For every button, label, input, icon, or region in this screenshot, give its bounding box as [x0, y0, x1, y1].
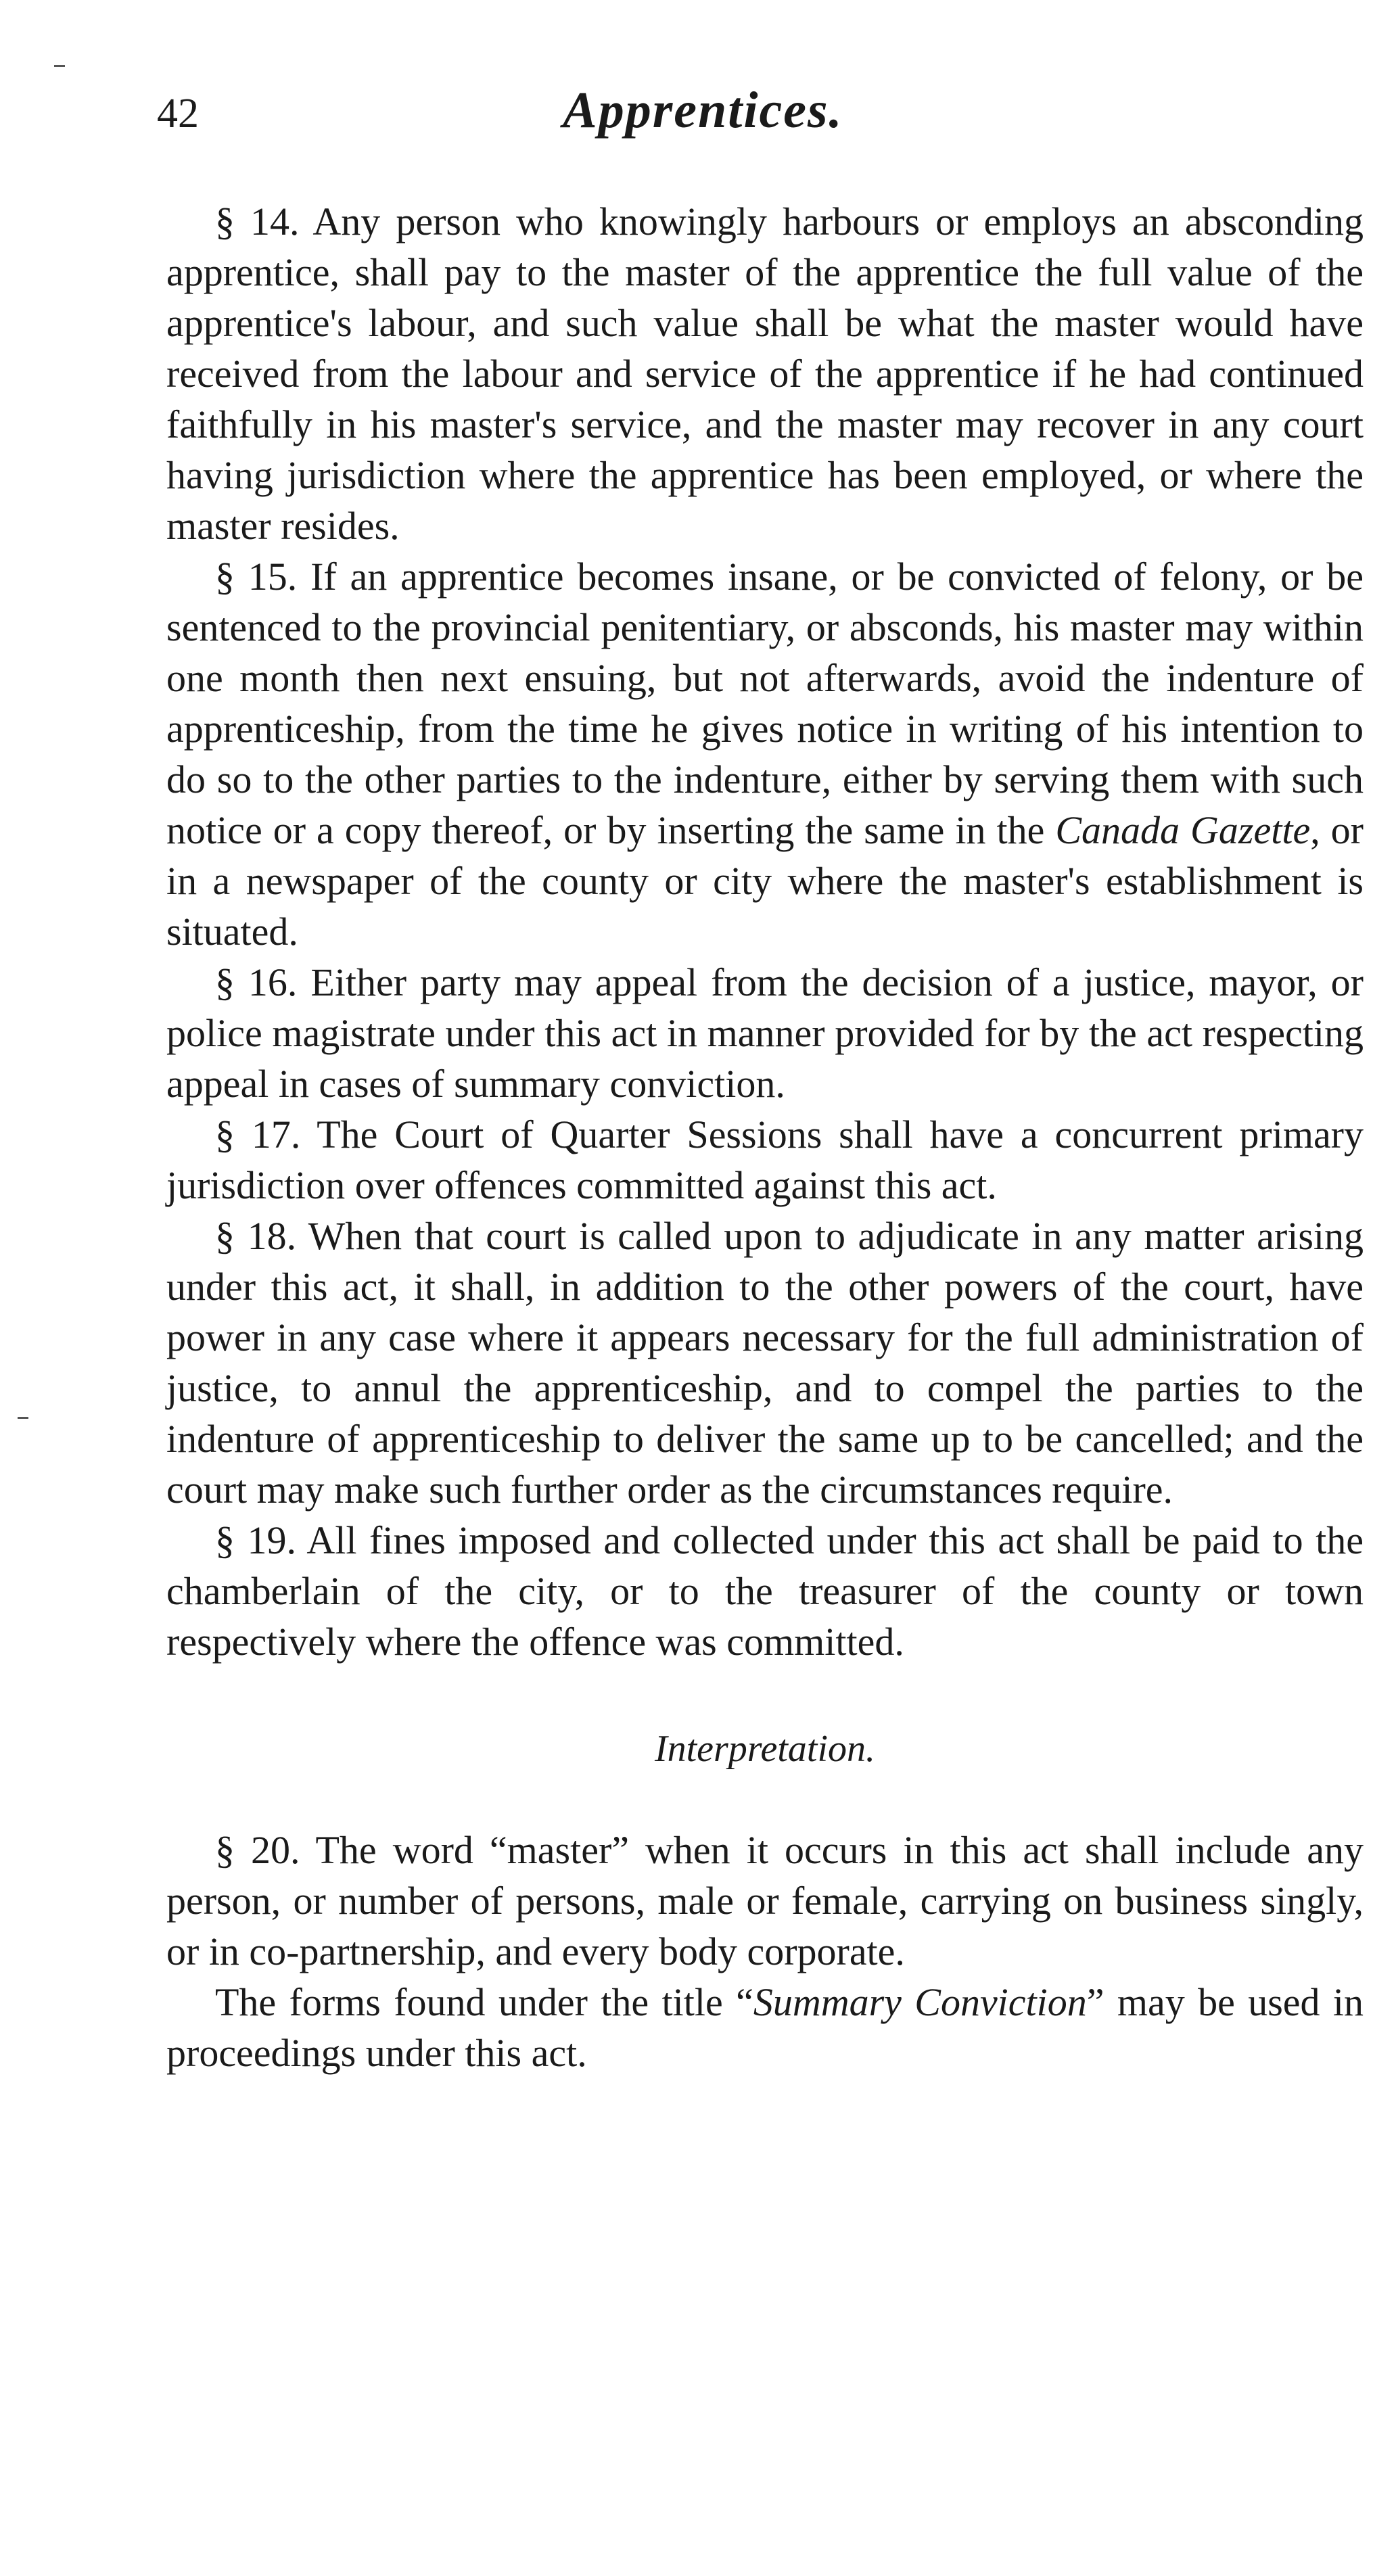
- paragraph-text: The forms found under the title “: [215, 1980, 753, 2024]
- paragraph-section-15: [166, 551, 1364, 957]
- paragraph-section-20: § 20. The word “master” when it occurs in this act shall include any person, or number of persons, male or female, carrying on business singly, or in co-partnership, and every body corporate.: [166, 1828, 1364, 1973]
- page-number: 42: [157, 91, 199, 137]
- paragraph-section-19: § 19. All fines imposed and collected under this act shall be paid to the chamberlain of the city, or to the treasurer of the county or town respectively where the offence was committed.: [166, 1518, 1364, 1664]
- italic-title: Canada Gazette: [1055, 808, 1311, 852]
- paragraph-text: § 15. If an apprentice becomes insane, or be convicted of felony, or be sentenced to the provincial penitentiary, or absconds, his master may within one month then next ensuing, but not afterwards, avoid the indenture of apprenticeship, from the time he gives notice in writing of his intention to do so to the other parties to the indenture, either by serving them with such notice or a copy thereof, or by inserting the same in the: [166, 555, 1364, 852]
- paragraph-section-17: § 17. The Court of Quarter Sessions shall have a concurrent primary jurisdiction over offences committed against this act.: [166, 1113, 1364, 1207]
- paragraph-forms: [166, 1977, 1364, 2078]
- paragraph-section-18: § 18. When that court is called upon to adjudicate in any matter arising under this act, it shall, in addition to the other powers of the court, have power in any case where it appears necessary for the full administration of justice, to annul the apprenticeship, and to compel the parties to the indenture of apprenticeship to deliver the same up to be cancelled; and the court may make such further order as the circumstances require.: [166, 1214, 1364, 1512]
- italic-title: Summary Conviction: [753, 1980, 1087, 2024]
- paragraph-text: , or in a newspaper of the county or city where the master's establishment is situated.: [166, 808, 1364, 954]
- page-header: [157, 80, 1354, 154]
- paragraph-text: ” may be used in proceedings under this act.: [166, 1980, 1364, 2075]
- running-title: Apprentices.: [563, 82, 843, 139]
- paragraph-section-16: § 16. Either party may appeal from the decision of a justice, mayor, or police magistrate under this act in manner provided for by the act respecting appeal in cases of summary conviction.: [166, 960, 1364, 1106]
- margin-mark-top: [54, 65, 65, 67]
- body-text: [166, 196, 1364, 2078]
- paragraph-section-14: § 14. Any person who knowingly harbours or employs an absconding apprentice, shall pay to the master of the apprentice the full value of the apprentice's labour, and such value shall be what the master would have received from the labour and service of the apprentice if he had continued faithfully in his master's service, and the master may recover in any court having jurisdiction where the apprentice has been employed, or where the master resides.: [166, 200, 1364, 548]
- section-heading: Interpretation.: [654, 1728, 876, 1770]
- margin-mark-middle: [18, 1417, 28, 1419]
